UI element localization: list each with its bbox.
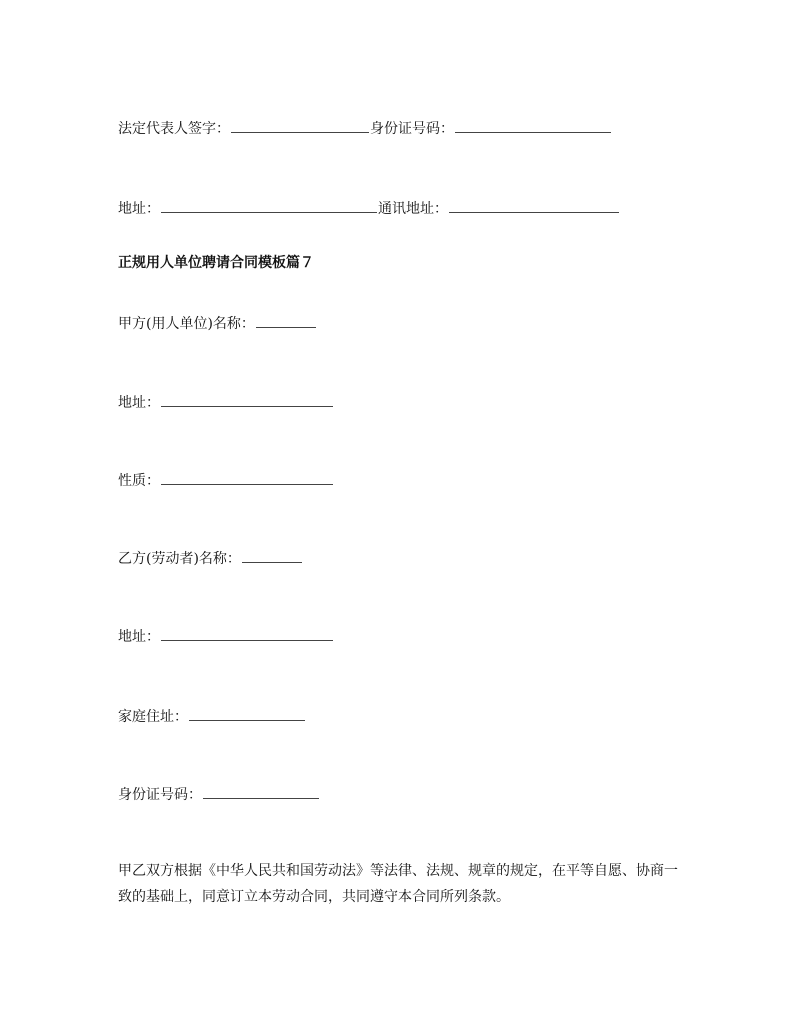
party-b-home-row	[118, 706, 306, 727]
party-a-nature-label: 性质：	[118, 473, 160, 489]
party-b-address-blank[interactable]	[161, 626, 333, 641]
legal-rep-signature-blank[interactable]	[231, 118, 369, 133]
legal-rep-signature-label: 法定代表人签字：	[118, 121, 230, 137]
address-label: 地址：	[118, 201, 160, 217]
party-b-id-label: 身份证号码：	[118, 787, 202, 803]
party-b-address-label: 地址：	[118, 629, 160, 645]
party-b-id-row	[118, 784, 320, 805]
id-number-blank[interactable]	[455, 118, 611, 133]
id-number-label: 身份证号码：	[370, 121, 454, 137]
party-a-address-blank[interactable]	[161, 392, 333, 407]
intro-paragraph: 甲乙双方根据《中华人民共和国劳动法》等法律、法规、规章的规定，在平等自愿、协商一致的基础上，同意订立本劳动合同，共同遵守本合同所列条款。	[118, 863, 678, 905]
party-a-name-label: 甲方(用人单位)名称：	[118, 316, 255, 332]
party-b-name-blank[interactable]	[242, 548, 302, 563]
party-a-name-row	[118, 313, 317, 334]
party-a-address-label: 地址：	[118, 395, 160, 411]
party-b-address-row	[118, 626, 334, 647]
party-b-home-label: 家庭住址：	[118, 709, 188, 725]
party-b-id-blank[interactable]	[203, 784, 319, 799]
mail-address-label: 通讯地址：	[378, 201, 448, 217]
party-a-address-row	[118, 392, 334, 413]
signature-row	[118, 118, 612, 139]
section-title: 正规用人单位聘请合同模板篇７	[118, 255, 314, 271]
party-a-nature-blank[interactable]	[161, 470, 333, 485]
address-blank[interactable]	[161, 198, 377, 213]
party-b-name-label: 乙方(劳动者)名称：	[118, 551, 241, 567]
mail-address-blank[interactable]	[449, 198, 619, 213]
party-a-nature-row	[118, 470, 334, 491]
party-a-name-blank[interactable]	[256, 313, 316, 328]
party-b-name-row	[118, 548, 303, 569]
address-row	[118, 198, 620, 219]
party-b-home-blank[interactable]	[189, 706, 305, 721]
